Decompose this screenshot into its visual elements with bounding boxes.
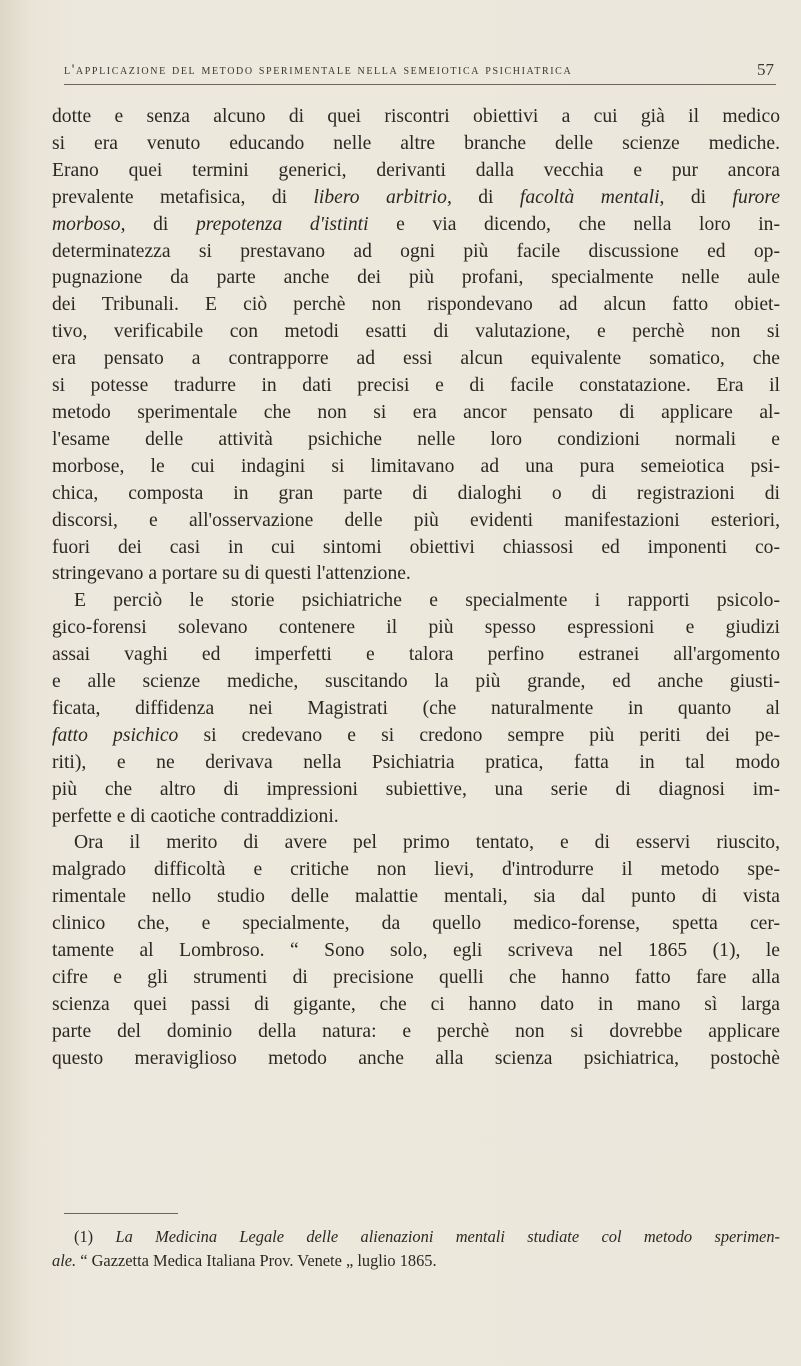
footnote-line [52, 1225, 780, 1249]
italic-term: prepotenza d'istinti [195, 213, 369, 235]
paragraph-3 [52, 830, 780, 1072]
text-line: clinico che, e specialmente, da quello medico-forense, spetta cer- [52, 913, 780, 935]
text-line: e alle scienze mediche, suscitando la più grande, ed anche giusti- [52, 671, 780, 693]
text-line [52, 723, 780, 750]
text-fragment: e via dicendo, che nella loro in- [368, 213, 781, 235]
text-line: metodo sperimentale che non si era ancor pensato di applicare al- [52, 401, 780, 423]
footnote-line [52, 1249, 780, 1273]
text-line: chica, composta in gran parte di dialoghi o di registrazioni di [52, 482, 780, 504]
text-line: l'esame delle attività psichiche nelle loro condizioni normali e [52, 428, 780, 450]
text-line: Erano quei termini generici, derivanti dalla vecchia e pur ancora [52, 159, 780, 181]
text-line: dotte e senza alcuno di quei riscontri obiettivi a cui già il medico [52, 106, 780, 127]
footnote-rule [64, 1213, 178, 1214]
paragraph-1 [52, 104, 780, 588]
text-line: discorsi, e all'osservazione delle più evidenti manifestazioni esteriori, [52, 509, 780, 531]
text-line: si era venuto educando nelle altre branche delle scienze mediche. [52, 132, 780, 154]
running-head: l'applicazione del metodo sperimentale nella semeiotica psichiatrica [64, 62, 573, 78]
header-rule [64, 84, 776, 85]
text-fragment: , di [659, 186, 733, 208]
text-fragment: prevalente metafisica, di [52, 186, 314, 208]
text-line: Ora il merito di avere pel primo tentato, e di esservi riuscito, [74, 832, 780, 854]
text-line: parte del dominio della natura: e perchè non si dovrebbe applicare [52, 1020, 780, 1042]
text-line: scienza quei passi di gigante, che ci hanno dato in mano sì larga [52, 993, 780, 1015]
text-line: tivo, verificabile con metodi esatti di valutazione, e perchè non si [52, 321, 780, 343]
text-line: morbose, le cui indagini si limitavano ad una pura semeiotica psi- [52, 455, 780, 477]
text-line [52, 212, 780, 239]
text-line: più che altro di impressioni subiettive, una serie di diagnosi im- [52, 778, 780, 800]
page-number: 57 [757, 60, 774, 79]
paragraph-2 [52, 588, 780, 830]
text-line: era pensato a contrapporre ad essi alcun equivalente somatico, che [52, 348, 780, 370]
text-line: questo meraviglioso metodo anche alla scienza psichiatrica, postochè [52, 1047, 780, 1069]
text-line: fuori dei casi in cui sintomi obiettivi chiassosi ed imponenti co- [52, 536, 780, 558]
text-line: rimentale nello studio delle malattie mentali, sia dal punto di vista [52, 886, 780, 908]
footnote-source: “ Gazzetta Medica Italiana Prov. Venete „ luglio 1865. [76, 1251, 437, 1270]
text-line: determinatezza si prestavano ad ogni più facile discussione ed op- [52, 240, 780, 262]
text-line: E perciò le storie psichiatriche e specialmente i rapporti psicolo- [74, 590, 780, 612]
text-line: cifre e gli strumenti di precisione quelli che hanno fatto fare alla [52, 967, 780, 988]
body-text [52, 104, 780, 1073]
page-header [64, 52, 780, 82]
text-line: dei Tribunali. E ciò perchè non rispondevano ad alcun fatto obiet- [52, 294, 780, 316]
footnote [52, 1225, 780, 1273]
italic-term: fatto psichico [52, 724, 179, 746]
text-line: si potesse tradurre in dati precisi e di facile constatazione. Era il [52, 375, 780, 397]
text-line: riti), e ne derivava nella Psichiatria pratica, fatta in tal modo [52, 751, 780, 773]
text-fragment: , di [120, 213, 196, 235]
italic-term: morboso [52, 213, 121, 235]
text-line: stringevano a portare su di questi l'attenzione. [52, 563, 411, 585]
text-line: assai vaghi ed imperfetti e talora perfino estranei all'argomento [52, 644, 780, 666]
italic-term: libero arbitrio [313, 186, 447, 208]
text-fragment: , di [446, 186, 520, 208]
text-line: malgrado difficoltà e critiche non lievi, d'introdurre il metodo spe- [52, 859, 780, 881]
text-line: pugnazione da parte anche dei più profani, specialmente nelle aule [52, 267, 780, 289]
footnote-marker: (1) [74, 1227, 116, 1246]
text-line [52, 185, 780, 212]
footnote-title-end: ale. [52, 1251, 77, 1270]
text-fragment: si credevano e si credono sempre più periti dei pe- [178, 724, 780, 746]
footnote-title: La Medicina Legale delle alienazioni mentali studiate col metodo sperimen- [115, 1227, 780, 1246]
italic-term: facoltà mentali [519, 186, 660, 208]
italic-term: furore [732, 186, 781, 208]
text-line: perfette e di caotiche contraddizioni. [52, 805, 339, 827]
text-line: tamente al Lombroso. “ Sono solo, egli scriveva nel 1865 (1), le [52, 940, 780, 962]
text-line: ficata, diffidenza nei Magistrati (che naturalmente in quanto al [52, 697, 780, 719]
text-line: gico-forensi solevano contenere il più spesso espressioni e giudizi [52, 617, 780, 639]
